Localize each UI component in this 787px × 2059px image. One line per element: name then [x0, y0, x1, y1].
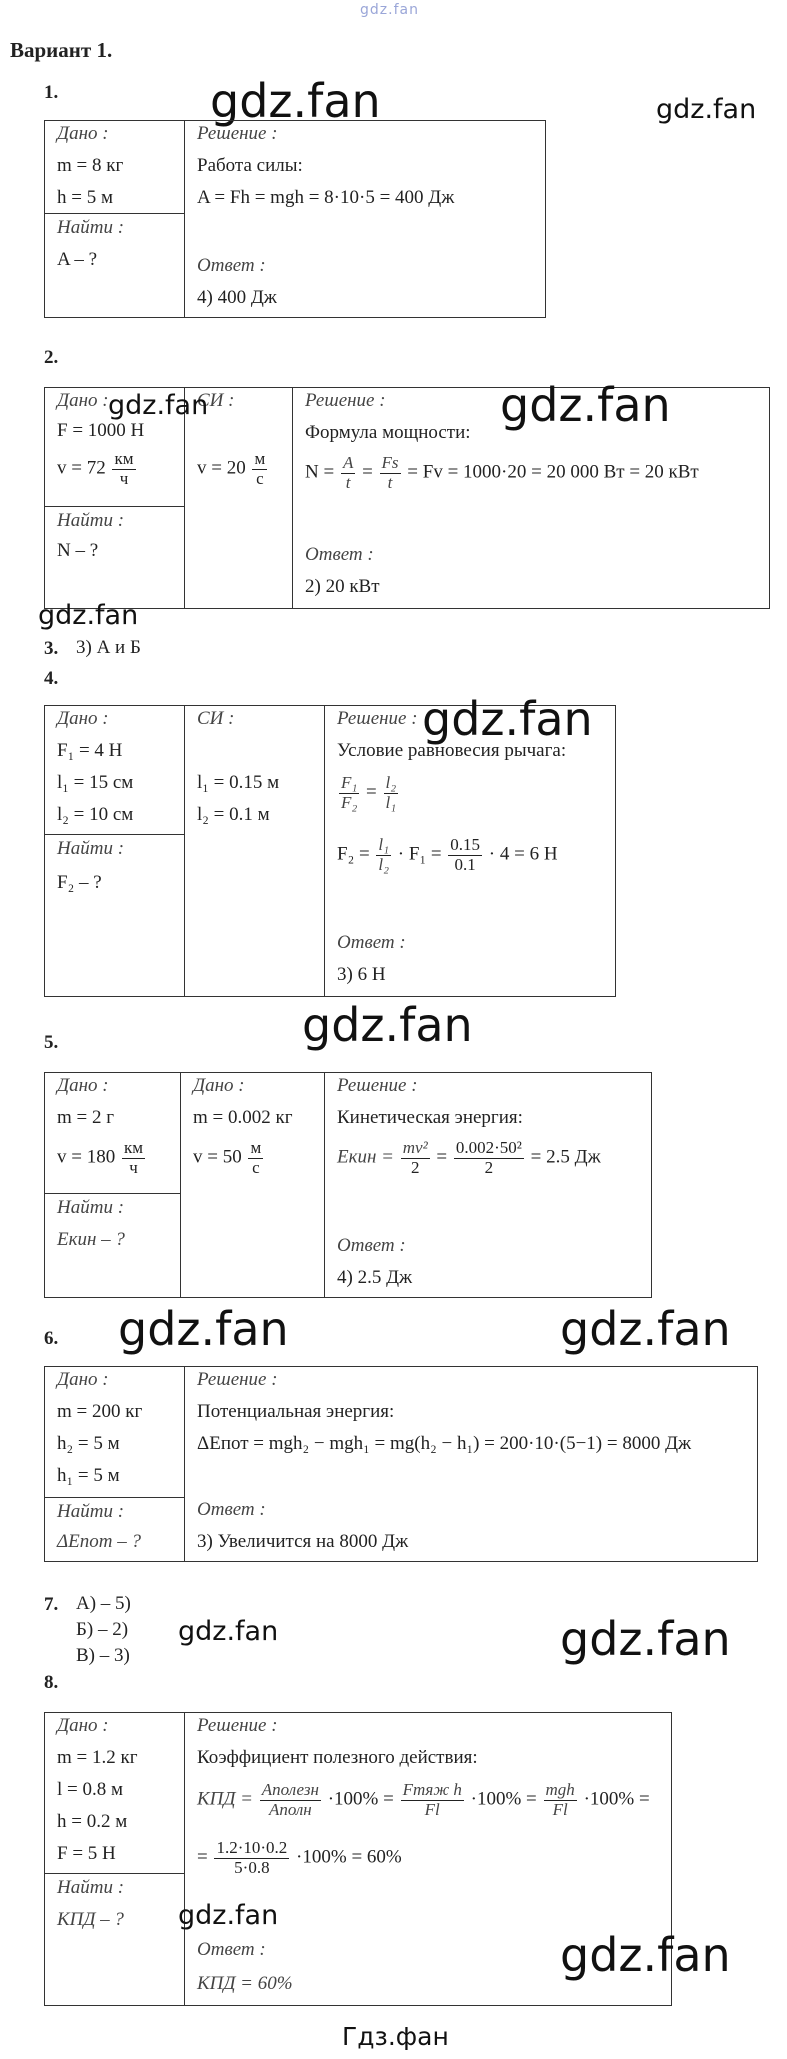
formula-continued: = $\frac{1.2\cdot 10\cdot 0.2}{5\cdot 0.8}$ ·100% = 60% — [197, 1838, 402, 1877]
problem-6-number: 6. — [44, 1328, 59, 1349]
footer-watermark: Гдз.фан — [342, 2022, 449, 2051]
solution-text: Коэффициент полезного действия: — [197, 1747, 478, 1768]
find-value: F₂ – ? — [57, 872, 102, 893]
find-value: КПД – ? — [57, 1909, 124, 1930]
watermark: gdz.fan — [560, 1928, 731, 1982]
given-item: F₁ = 4 Н — [57, 740, 123, 761]
problem-6-box — [44, 1366, 758, 1562]
problem-8-number: 8. — [44, 1672, 59, 1693]
si-item: v = 20 $\frac{м}{с}$ — [197, 449, 266, 488]
answer-label: Ответ : — [197, 255, 266, 276]
problem-1-number: 1. — [44, 82, 59, 103]
matching-line: Б) – 2) — [76, 1619, 129, 1640]
answer: 2) 20 кВт — [305, 576, 380, 597]
given-item: m = 1.2 кг — [57, 1747, 138, 1768]
solution-label: Решение : — [197, 1715, 278, 1736]
solution-text: Кинетическая энергия: — [337, 1107, 523, 1128]
watermark: gdz.fan — [178, 1900, 279, 1931]
result-formula: F₂ = $\frac{\text{l₁}}{\text{l₂}}$ · F₁ = $\frac{0.15}{0.1}$ · 4 = 6 Н — [337, 835, 558, 874]
answer: 4) 400 Дж — [197, 287, 277, 308]
solution-text: Работа силы: — [197, 155, 303, 176]
given-label: Дано : — [57, 708, 109, 729]
ratio-formula: $\frac{\text{F₁}}{\text{F₂}}$ = $\frac{\text{l₂}}{\text{l₁}}$ — [341, 773, 397, 812]
find-label: Найти : — [57, 1197, 125, 1218]
problem-4-number: 4. — [44, 668, 59, 689]
header-watermark: gdz.fan — [360, 2, 419, 18]
given-label: Дано : — [57, 390, 109, 411]
si-label: СИ : — [197, 390, 235, 411]
problem-1-box — [44, 120, 546, 318]
problem-3-answer: 3) А и Б — [76, 637, 141, 658]
given-item: v = 180 $\frac{км}{ч}$ — [57, 1138, 143, 1177]
formula: N = $\frac{A}{t}$ = $\frac{Fs}{t}$ = Fv = 1000·20 = 20 000 Вт = 20 кВт — [305, 453, 699, 492]
si-item: v = 50 $\frac{м}{с}$ — [193, 1138, 262, 1177]
answer-label: Ответ : — [337, 1235, 406, 1256]
formula: ΔEпот = mgh₂ − mgh₁ = mg(h₂ − h₁) = 200·10·(5−1) = 8000 Дж — [197, 1433, 692, 1454]
given-item: l₂ = 10 см — [57, 804, 134, 825]
watermark: gdz.fan — [656, 94, 757, 125]
si-label: Дано : — [193, 1075, 245, 1096]
formula: A = Fh = mgh = 8·10·5 = 400 Дж — [197, 187, 455, 208]
answer-label: Ответ : — [305, 544, 374, 565]
given-item: l₁ = 15 см — [57, 772, 134, 793]
watermark: gdz.fan — [560, 1302, 731, 1356]
si-item: l₂ = 0.1 м — [197, 804, 270, 825]
given-item: m = 8 кг — [57, 155, 124, 176]
given-item: m = 200 кг — [57, 1401, 143, 1422]
solution-text: Потенциальная энергия: — [197, 1401, 395, 1422]
watermark: gdz.fan — [500, 378, 671, 432]
given-item: F = 5 Н — [57, 1843, 116, 1864]
find-value: Eкин – ? — [57, 1229, 125, 1250]
watermark: gdz.fan — [108, 390, 209, 421]
formula: Eкин = $\frac{\text{mv²}}{2}$ = $\frac{\text{0.002·50²}}{2}$ = 2.5 Дж — [337, 1138, 601, 1177]
given-item: v = 72 $\frac{км}{ч}$ — [57, 449, 134, 488]
watermark: gdz.fan — [38, 600, 139, 631]
answer: КПД = 60% — [197, 1973, 293, 1994]
find-value: N – ? — [57, 540, 99, 561]
find-value: A – ? — [57, 249, 98, 270]
solution-label: Решение : — [305, 390, 386, 411]
solution-label: Решение : — [197, 1369, 278, 1390]
watermark: gdz.fan — [422, 692, 593, 746]
formula: КПД = $\frac{\text{Aполезн}}{\text{Aполн}}$ ·100% = $\frac{\text{Fтяж h}}{Fl}$ ·100% = $\frac{\text{mgh}}{Fl}$ ·100% = — [197, 1780, 650, 1819]
given-item: l = 0.8 м — [57, 1779, 124, 1800]
watermark: gdz.fan — [118, 1302, 289, 1356]
given-item: F = 1000 Н — [57, 420, 145, 441]
solution-text: Условие равновесия рычага: — [337, 740, 567, 761]
watermark: gdz.fan — [178, 1616, 279, 1647]
variant-title: Вариант 1. — [10, 38, 113, 62]
problem-5-box — [44, 1072, 652, 1298]
problem-3-number: 3. — [44, 638, 59, 659]
matching-line: А) – 5) — [76, 1593, 131, 1614]
given-item: h = 5 м — [57, 187, 113, 208]
find-label: Найти : — [57, 217, 125, 238]
answer-label: Ответ : — [337, 932, 406, 953]
solution-text: Формула мощности: — [305, 422, 471, 443]
matching-line: В) – 3) — [76, 1645, 130, 1666]
watermark: gdz.fan — [302, 998, 473, 1052]
solution-label: Решение : — [337, 1075, 418, 1096]
given-label: Дано : — [57, 1369, 109, 1390]
solution-label: Решение : — [337, 708, 418, 729]
problem-5-number: 5. — [44, 1032, 59, 1053]
given-item: m = 2 г — [57, 1107, 115, 1128]
given-label: Дано : — [57, 1715, 109, 1736]
problem-4-box — [44, 705, 616, 997]
given-item: h = 0.2 м — [57, 1811, 128, 1832]
given-item: h₁ = 5 м — [57, 1465, 120, 1486]
answer: 3) 6 Н — [337, 964, 386, 985]
find-value: ΔEпот – ? — [57, 1531, 141, 1552]
solution-label: Решение : — [197, 123, 278, 144]
given-item: h₂ = 5 м — [57, 1433, 120, 1454]
answer: 4) 2.5 Дж — [337, 1267, 413, 1288]
find-label: Найти : — [57, 838, 125, 859]
si-item: l₁ = 0.15 м — [197, 772, 280, 793]
problem-7-number: 7. — [44, 1594, 59, 1615]
watermark: gdz.fan — [210, 74, 381, 128]
si-label: СИ : — [197, 708, 235, 729]
given-label: Дано : — [57, 123, 109, 144]
find-label: Найти : — [57, 1877, 125, 1898]
answer: 3) Увеличится на 8000 Дж — [197, 1531, 409, 1552]
answer-label: Ответ : — [197, 1939, 266, 1960]
watermark: gdz.fan — [560, 1612, 731, 1666]
given-label: Дано : — [57, 1075, 109, 1096]
find-label: Найти : — [57, 510, 125, 531]
answer-label: Ответ : — [197, 1499, 266, 1520]
find-label: Найти : — [57, 1501, 125, 1522]
problem-2-number: 2. — [44, 347, 59, 368]
si-item: m = 0.002 кг — [193, 1107, 293, 1128]
